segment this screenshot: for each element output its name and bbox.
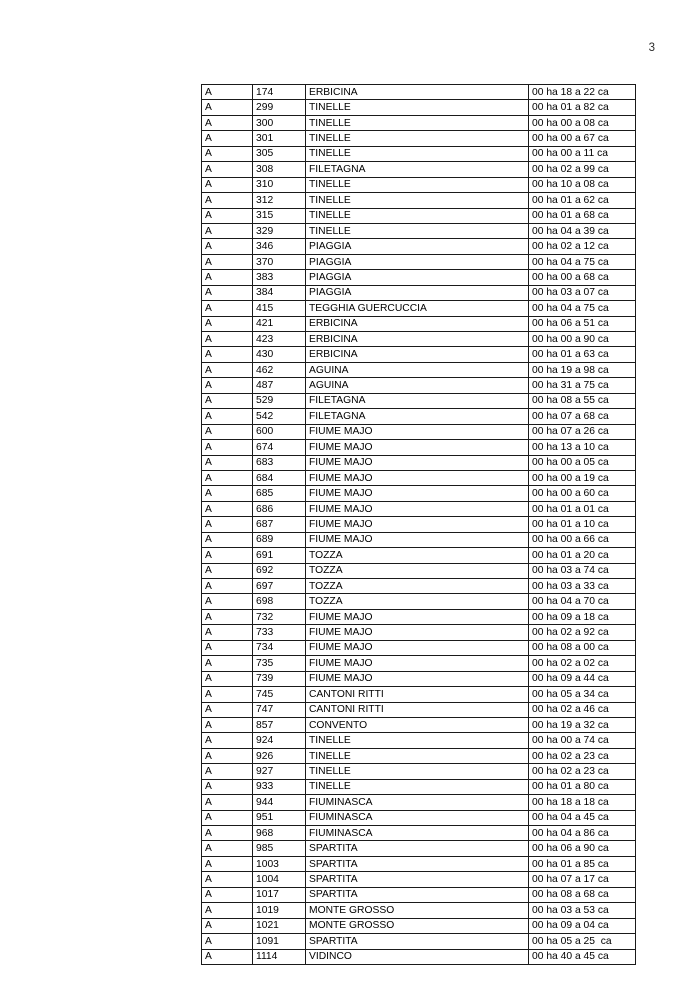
cell-locality-name: PIAGGIA [306, 285, 529, 300]
cell-locality-name: SPARTITA [306, 872, 529, 887]
table-row [202, 177, 636, 192]
cell-locality-name: TINELLE [306, 733, 529, 748]
table-row [202, 656, 636, 671]
table-row [202, 764, 636, 779]
cell-locality-name: FIUMINASCA [306, 826, 529, 841]
table-row [202, 640, 636, 655]
cell-area: 00 ha 08 a 68 ca [529, 887, 636, 902]
cell-area: 00 ha 01 a 80 ca [529, 779, 636, 794]
cell-area: 00 ha 01 a 62 ca [529, 193, 636, 208]
cell-locality-name: TINELLE [306, 177, 529, 192]
cell-area: 00 ha 02 a 23 ca [529, 764, 636, 779]
cell-parcel-number: 370 [253, 254, 306, 269]
table-row [202, 85, 636, 100]
cell-section: A [202, 795, 253, 810]
table-row [202, 717, 636, 732]
cell-section: A [202, 301, 253, 316]
cell-area: 00 ha 31 a 75 ca [529, 378, 636, 393]
table-row [202, 301, 636, 316]
cell-parcel-number: 1021 [253, 918, 306, 933]
cell-locality-name: TINELLE [306, 100, 529, 115]
cell-parcel-number: 697 [253, 579, 306, 594]
cell-section: A [202, 347, 253, 362]
cell-parcel-number: 174 [253, 85, 306, 100]
cell-section: A [202, 918, 253, 933]
cell-parcel-number: 927 [253, 764, 306, 779]
cell-parcel-number: 299 [253, 100, 306, 115]
cell-locality-name: TINELLE [306, 193, 529, 208]
cell-area: 00 ha 00 a 08 ca [529, 115, 636, 130]
cell-area: 00 ha 10 a 08 ca [529, 177, 636, 192]
cell-parcel-number: 1091 [253, 934, 306, 949]
cell-locality-name: CONVENTO [306, 717, 529, 732]
cell-section: A [202, 594, 253, 609]
cell-parcel-number: 747 [253, 702, 306, 717]
cell-area: 00 ha 18 a 22 ca [529, 85, 636, 100]
cell-parcel-number: 944 [253, 795, 306, 810]
table-row [202, 424, 636, 439]
table-row [202, 162, 636, 177]
parcel-table-container [201, 84, 635, 965]
cell-section: A [202, 455, 253, 470]
cell-area: 00 ha 04 a 86 ca [529, 826, 636, 841]
cell-section: A [202, 609, 253, 624]
table-row [202, 362, 636, 377]
cell-section: A [202, 115, 253, 130]
cell-area: 00 ha 02 a 46 ca [529, 702, 636, 717]
table-row [202, 856, 636, 871]
cell-locality-name: FIUME MAJO [306, 455, 529, 470]
cell-section: A [202, 254, 253, 269]
cell-area: 00 ha 00 a 68 ca [529, 270, 636, 285]
cell-locality-name: FIUME MAJO [306, 517, 529, 532]
table-row [202, 579, 636, 594]
cell-locality-name: TOZZA [306, 563, 529, 578]
cell-parcel-number: 735 [253, 656, 306, 671]
cell-locality-name: CANTONI RITTI [306, 687, 529, 702]
cell-area: 00 ha 00 a 11 ca [529, 146, 636, 161]
cell-area: 00 ha 01 a 63 ca [529, 347, 636, 362]
page-number: 3 [648, 42, 655, 54]
cell-section: A [202, 903, 253, 918]
cell-section: A [202, 764, 253, 779]
cell-section: A [202, 717, 253, 732]
cell-locality-name: TOZZA [306, 594, 529, 609]
table-row [202, 393, 636, 408]
table-row [202, 702, 636, 717]
cell-area: 00 ha 02 a 02 ca [529, 656, 636, 671]
cell-parcel-number: 423 [253, 332, 306, 347]
cell-section: A [202, 177, 253, 192]
cell-area: 00 ha 19 a 32 ca [529, 717, 636, 732]
cell-section: A [202, 146, 253, 161]
cell-section: A [202, 532, 253, 547]
cell-parcel-number: 689 [253, 532, 306, 547]
cell-area: 00 ha 02 a 99 ca [529, 162, 636, 177]
cell-section: A [202, 934, 253, 949]
cell-section: A [202, 810, 253, 825]
table-row [202, 131, 636, 146]
cell-area: 00 ha 01 a 20 ca [529, 548, 636, 563]
cell-parcel-number: 421 [253, 316, 306, 331]
cell-parcel-number: 600 [253, 424, 306, 439]
parcel-table-body [202, 85, 636, 965]
table-row [202, 347, 636, 362]
cell-parcel-number: 684 [253, 470, 306, 485]
cell-section: A [202, 702, 253, 717]
cell-section: A [202, 208, 253, 223]
cell-locality-name: FILETAGNA [306, 162, 529, 177]
cell-section: A [202, 579, 253, 594]
cell-section: A [202, 131, 253, 146]
cell-parcel-number: 985 [253, 841, 306, 856]
cell-area: 00 ha 06 a 51 ca [529, 316, 636, 331]
cell-parcel-number: 732 [253, 609, 306, 624]
cell-locality-name: MONTE GROSSO [306, 903, 529, 918]
cell-locality-name: TINELLE [306, 764, 529, 779]
table-row [202, 193, 636, 208]
cell-area: 00 ha 04 a 45 ca [529, 810, 636, 825]
cell-parcel-number: 687 [253, 517, 306, 532]
cell-locality-name: FIUME MAJO [306, 532, 529, 547]
cell-section: A [202, 548, 253, 563]
cell-locality-name: TINELLE [306, 223, 529, 238]
cell-area: 00 ha 01 a 82 ca [529, 100, 636, 115]
cell-area: 00 ha 07 a 26 ca [529, 424, 636, 439]
cell-section: A [202, 486, 253, 501]
cell-area: 00 ha 18 a 18 ca [529, 795, 636, 810]
cell-area: 00 ha 05 a 34 ca [529, 687, 636, 702]
cell-area: 00 ha 08 a 00 ca [529, 640, 636, 655]
table-row [202, 332, 636, 347]
cell-parcel-number: 1017 [253, 887, 306, 902]
cell-area: 00 ha 04 a 75 ca [529, 301, 636, 316]
cell-parcel-number: 926 [253, 748, 306, 763]
table-row [202, 733, 636, 748]
cell-section: A [202, 239, 253, 254]
cell-locality-name: ERBICINA [306, 332, 529, 347]
cell-parcel-number: 685 [253, 486, 306, 501]
cell-area: 00 ha 07 a 17 ca [529, 872, 636, 887]
cell-parcel-number: 745 [253, 687, 306, 702]
table-row [202, 486, 636, 501]
cell-area: 00 ha 01 a 85 ca [529, 856, 636, 871]
cell-parcel-number: 1003 [253, 856, 306, 871]
cell-locality-name: ERBICINA [306, 85, 529, 100]
cell-area: 00 ha 01 a 10 ca [529, 517, 636, 532]
cell-parcel-number: 312 [253, 193, 306, 208]
cell-section: A [202, 671, 253, 686]
cell-section: A [202, 316, 253, 331]
cell-parcel-number: 384 [253, 285, 306, 300]
cell-locality-name: FILETAGNA [306, 409, 529, 424]
cell-parcel-number: 1019 [253, 903, 306, 918]
table-row [202, 378, 636, 393]
table-row [202, 594, 636, 609]
table-row [202, 887, 636, 902]
cell-area: 00 ha 00 a 74 ca [529, 733, 636, 748]
cell-locality-name: PIAGGIA [306, 239, 529, 254]
cell-locality-name: MONTE GROSSO [306, 918, 529, 933]
cell-parcel-number: 683 [253, 455, 306, 470]
cell-parcel-number: 301 [253, 131, 306, 146]
table-row [202, 440, 636, 455]
cell-locality-name: SPARTITA [306, 841, 529, 856]
cell-section: A [202, 872, 253, 887]
cell-locality-name: TOZZA [306, 579, 529, 594]
cell-area: 00 ha 08 a 55 ca [529, 393, 636, 408]
cell-area: 00 ha 02 a 12 ca [529, 239, 636, 254]
cell-locality-name: TINELLE [306, 208, 529, 223]
cell-locality-name: FIUME MAJO [306, 486, 529, 501]
table-row [202, 409, 636, 424]
cell-area: 00 ha 04 a 75 ca [529, 254, 636, 269]
cell-parcel-number: 691 [253, 548, 306, 563]
cell-locality-name: FIUME MAJO [306, 440, 529, 455]
cell-area: 00 ha 01 a 68 ca [529, 208, 636, 223]
cell-section: A [202, 440, 253, 455]
cell-parcel-number: 308 [253, 162, 306, 177]
cell-locality-name: PIAGGIA [306, 270, 529, 285]
cell-area: 00 ha 03 a 33 ca [529, 579, 636, 594]
cell-locality-name: FIUME MAJO [306, 501, 529, 516]
cell-area: 00 ha 01 a 01 ca [529, 501, 636, 516]
table-row [202, 841, 636, 856]
cell-area: 00 ha 00 a 66 ca [529, 532, 636, 547]
cell-parcel-number: 951 [253, 810, 306, 825]
cell-parcel-number: 674 [253, 440, 306, 455]
cell-parcel-number: 542 [253, 409, 306, 424]
cell-locality-name: SPARTITA [306, 887, 529, 902]
cell-locality-name: FIUMINASCA [306, 810, 529, 825]
cell-section: A [202, 856, 253, 871]
cell-parcel-number: 430 [253, 347, 306, 362]
cell-area: 00 ha 13 a 10 ca [529, 440, 636, 455]
cell-locality-name: FILETAGNA [306, 393, 529, 408]
cell-section: A [202, 517, 253, 532]
cell-locality-name: SPARTITA [306, 934, 529, 949]
cell-parcel-number: 487 [253, 378, 306, 393]
cell-section: A [202, 563, 253, 578]
cell-locality-name: FIUME MAJO [306, 625, 529, 640]
cell-section: A [202, 285, 253, 300]
cell-locality-name: FIUME MAJO [306, 424, 529, 439]
cell-section: A [202, 733, 253, 748]
table-row [202, 779, 636, 794]
table-row [202, 795, 636, 810]
cell-area: 00 ha 03 a 53 ca [529, 903, 636, 918]
cell-parcel-number: 310 [253, 177, 306, 192]
cell-section: A [202, 424, 253, 439]
cell-area: 00 ha 40 a 45 ca [529, 949, 636, 964]
table-row [202, 563, 636, 578]
cell-area: 00 ha 00 a 05 ca [529, 455, 636, 470]
cell-section: A [202, 826, 253, 841]
cell-section: A [202, 470, 253, 485]
cell-section: A [202, 223, 253, 238]
cell-area: 00 ha 09 a 04 ca [529, 918, 636, 933]
cell-section: A [202, 887, 253, 902]
cell-section: A [202, 85, 253, 100]
cell-locality-name: TINELLE [306, 779, 529, 794]
cell-locality-name: TINELLE [306, 146, 529, 161]
cell-parcel-number: 692 [253, 563, 306, 578]
cell-area: 00 ha 09 a 44 ca [529, 671, 636, 686]
cell-locality-name: TOZZA [306, 548, 529, 563]
cell-section: A [202, 501, 253, 516]
table-row [202, 918, 636, 933]
cell-section: A [202, 378, 253, 393]
cell-area: 00 ha 00 a 67 ca [529, 131, 636, 146]
cell-parcel-number: 305 [253, 146, 306, 161]
cell-parcel-number: 933 [253, 779, 306, 794]
table-row [202, 146, 636, 161]
cell-locality-name: CANTONI RITTI [306, 702, 529, 717]
cell-section: A [202, 687, 253, 702]
cell-locality-name: FIUME MAJO [306, 656, 529, 671]
table-row [202, 223, 636, 238]
table-row [202, 239, 636, 254]
parcel-table [201, 84, 636, 965]
cell-locality-name: FIUME MAJO [306, 609, 529, 624]
cell-section: A [202, 362, 253, 377]
table-row [202, 501, 636, 516]
cell-area: 00 ha 00 a 60 ca [529, 486, 636, 501]
table-row [202, 208, 636, 223]
cell-parcel-number: 733 [253, 625, 306, 640]
cell-section: A [202, 625, 253, 640]
table-row [202, 115, 636, 130]
cell-locality-name: TINELLE [306, 131, 529, 146]
cell-section: A [202, 779, 253, 794]
cell-area: 00 ha 09 a 18 ca [529, 609, 636, 624]
cell-locality-name: VIDINCO [306, 949, 529, 964]
cell-locality-name: TEGGHIA GUERCUCCIA [306, 301, 529, 316]
cell-area: 00 ha 00 a 90 ca [529, 332, 636, 347]
cell-parcel-number: 329 [253, 223, 306, 238]
cell-parcel-number: 383 [253, 270, 306, 285]
table-row [202, 548, 636, 563]
cell-section: A [202, 640, 253, 655]
cell-parcel-number: 1114 [253, 949, 306, 964]
cell-locality-name: TINELLE [306, 115, 529, 130]
table-row [202, 254, 636, 269]
cell-parcel-number: 462 [253, 362, 306, 377]
cell-section: A [202, 193, 253, 208]
cell-parcel-number: 739 [253, 671, 306, 686]
table-row [202, 671, 636, 686]
cell-parcel-number: 315 [253, 208, 306, 223]
cell-locality-name: ERBICINA [306, 347, 529, 362]
cell-parcel-number: 686 [253, 501, 306, 516]
cell-parcel-number: 346 [253, 239, 306, 254]
cell-section: A [202, 270, 253, 285]
table-row [202, 687, 636, 702]
cell-area: 00 ha 04 a 70 ca [529, 594, 636, 609]
table-row [202, 270, 636, 285]
cell-locality-name: SPARTITA [306, 856, 529, 871]
table-row [202, 934, 636, 949]
cell-area: 00 ha 04 a 39 ca [529, 223, 636, 238]
cell-locality-name: AGUINA [306, 362, 529, 377]
cell-parcel-number: 924 [253, 733, 306, 748]
cell-area: 00 ha 03 a 74 ca [529, 563, 636, 578]
table-row [202, 810, 636, 825]
cell-section: A [202, 748, 253, 763]
cell-parcel-number: 415 [253, 301, 306, 316]
cell-section: A [202, 656, 253, 671]
cell-locality-name: FIUME MAJO [306, 640, 529, 655]
cell-locality-name: ERBICINA [306, 316, 529, 331]
cell-section: A [202, 409, 253, 424]
cell-area: 00 ha 00 a 19 ca [529, 470, 636, 485]
table-row [202, 625, 636, 640]
cell-area: 00 ha 19 a 98 ca [529, 362, 636, 377]
cell-parcel-number: 300 [253, 115, 306, 130]
table-row [202, 748, 636, 763]
cell-section: A [202, 841, 253, 856]
table-row [202, 100, 636, 115]
cell-parcel-number: 857 [253, 717, 306, 732]
table-row [202, 517, 636, 532]
table-row [202, 949, 636, 964]
table-row [202, 872, 636, 887]
cell-parcel-number: 698 [253, 594, 306, 609]
table-row [202, 455, 636, 470]
cell-section: A [202, 949, 253, 964]
cell-area: 00 ha 06 a 90 ca [529, 841, 636, 856]
cell-locality-name: PIAGGIA [306, 254, 529, 269]
table-row [202, 285, 636, 300]
cell-locality-name: AGUINA [306, 378, 529, 393]
cell-area: 00 ha 02 a 23 ca [529, 748, 636, 763]
table-row [202, 903, 636, 918]
cell-locality-name: FIUMINASCA [306, 795, 529, 810]
table-row [202, 532, 636, 547]
cell-section: A [202, 100, 253, 115]
cell-parcel-number: 1004 [253, 872, 306, 887]
cell-section: A [202, 393, 253, 408]
table-row [202, 470, 636, 485]
cell-area: 00 ha 03 a 07 ca [529, 285, 636, 300]
cell-locality-name: FIUME MAJO [306, 671, 529, 686]
table-row [202, 826, 636, 841]
cell-section: A [202, 332, 253, 347]
cell-area: 00 ha 02 a 92 ca [529, 625, 636, 640]
cell-parcel-number: 529 [253, 393, 306, 408]
table-row [202, 609, 636, 624]
cell-section: A [202, 162, 253, 177]
cell-area: 00 ha 07 a 68 ca [529, 409, 636, 424]
cell-area: 00 ha 05 a 25 ca [529, 934, 636, 949]
cell-parcel-number: 968 [253, 826, 306, 841]
cell-locality-name: TINELLE [306, 748, 529, 763]
cell-locality-name: FIUME MAJO [306, 470, 529, 485]
cell-parcel-number: 734 [253, 640, 306, 655]
table-row [202, 316, 636, 331]
